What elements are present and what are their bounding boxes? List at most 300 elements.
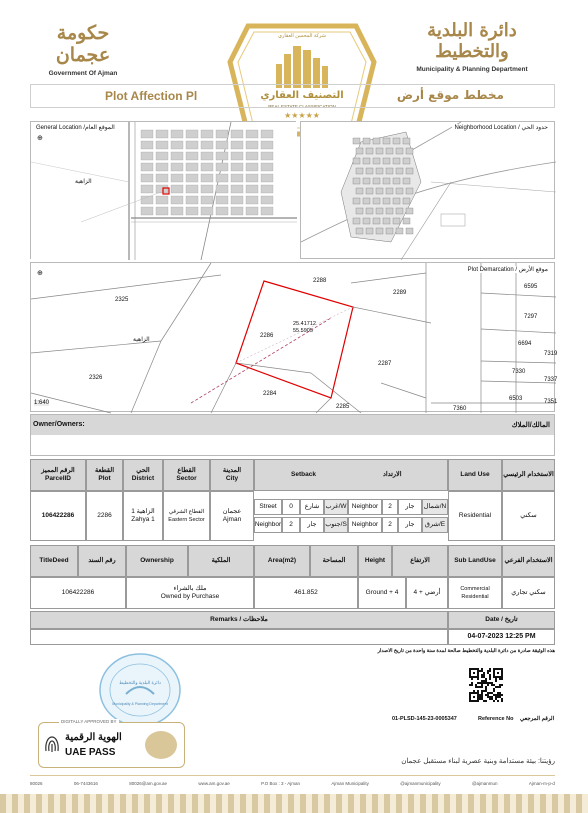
map-block	[201, 174, 213, 182]
remarks-value	[30, 629, 448, 645]
setback-cell: شرق/E	[422, 517, 448, 533]
qr-module	[477, 696, 479, 698]
value-sublanduse-en: Commercial Residential	[448, 577, 502, 609]
map-block	[171, 152, 183, 160]
qr-module	[493, 676, 495, 678]
map-block	[246, 130, 258, 138]
value-city-ar: عجمان	[222, 508, 242, 515]
vision-statement: رؤيتنا: بيئة مستدامة وبنية عصرية لبناء مستقبل عجمان	[401, 758, 555, 765]
header-sector	[163, 459, 210, 491]
map-block	[246, 207, 258, 215]
qr-module	[489, 682, 491, 684]
qr-module	[477, 694, 479, 696]
map-block	[261, 185, 273, 193]
qr-module	[499, 686, 501, 688]
map-block	[171, 163, 183, 171]
header-district-ar: الحي	[136, 467, 150, 474]
map-block	[186, 196, 198, 204]
header-landuse-ar: الاستخدام الرئيسي	[503, 471, 554, 478]
header-plot-ar: القطعة	[94, 467, 115, 474]
plot-demarcation-label: Plot Demarcation / موقع الأرض	[467, 267, 548, 273]
contact-website[interactable]: www.am.gov.ae	[198, 780, 230, 786]
neighborhood-location-label: Neighborhood Location / حدود الحي	[454, 125, 548, 131]
map-block	[376, 228, 383, 234]
qr-module	[469, 684, 471, 686]
map-block	[261, 152, 273, 160]
setback-cell: Street	[254, 499, 282, 515]
map-block	[246, 185, 258, 193]
qr-module	[477, 686, 479, 688]
map-block	[141, 163, 153, 171]
reference-label-en: Reference No	[478, 716, 514, 722]
map-block	[353, 158, 360, 164]
uae-pass-emblem-icon	[145, 731, 177, 759]
qr-module	[495, 696, 497, 698]
qr-module	[501, 672, 503, 674]
qr-module	[479, 682, 481, 684]
map-block	[246, 141, 258, 149]
qr-code[interactable]	[469, 668, 503, 702]
header-sublanduse-en: Sub LandUse	[448, 545, 502, 577]
qr-module	[481, 668, 483, 670]
value-city	[210, 491, 254, 541]
qr-module	[485, 682, 487, 684]
department-name-en: Municipality & Planning Department	[416, 66, 528, 73]
map-block	[201, 185, 213, 193]
qr-module	[493, 694, 495, 696]
qr-module	[497, 668, 499, 670]
map-block	[353, 198, 360, 204]
stamp-stars: ★★★★★	[284, 111, 320, 120]
map-block	[231, 141, 243, 149]
setback-grid	[254, 491, 448, 541]
qr-module	[493, 670, 495, 672]
qr-module	[493, 684, 495, 686]
qr-module	[497, 700, 499, 702]
map-block	[393, 178, 400, 184]
map-block	[261, 130, 273, 138]
qr-module	[485, 678, 487, 680]
qr-module	[487, 694, 489, 696]
map-block	[171, 185, 183, 193]
qr-module	[497, 676, 499, 678]
value-height-en: Ground + 4	[358, 577, 406, 609]
map-block	[376, 148, 383, 154]
plot-number: 2287	[378, 361, 392, 367]
map-block	[386, 228, 393, 234]
value-sector-en: Eastern Sector	[168, 517, 205, 523]
qr-module	[497, 692, 499, 694]
map-block	[393, 198, 400, 204]
qr-module	[493, 688, 495, 690]
header-parcel-en: ParcelID	[44, 475, 72, 482]
map-block	[156, 141, 168, 149]
plot-number: 2288	[313, 278, 327, 284]
qr-module	[493, 690, 495, 692]
setback-cell: Neighbor	[348, 517, 382, 533]
qr-module	[471, 700, 473, 702]
map-block	[141, 207, 153, 215]
qr-module	[469, 670, 471, 672]
map-block	[356, 168, 363, 174]
qr-module	[469, 696, 471, 698]
header-titledeed-en: TitleDeed	[30, 545, 78, 577]
map-block	[216, 185, 228, 193]
qr-module	[473, 672, 475, 674]
map-block	[156, 130, 168, 138]
uae-pass-badge	[38, 719, 185, 768]
map-block	[246, 152, 258, 160]
qr-module	[483, 676, 485, 678]
qr-module	[485, 686, 487, 688]
map-block	[353, 138, 360, 144]
qr-module	[499, 694, 501, 696]
map-block	[393, 138, 400, 144]
department-seal	[98, 652, 182, 728]
qr-module	[489, 692, 491, 694]
north-arrow-icon: ⊕	[37, 270, 43, 277]
map-block	[406, 188, 413, 194]
map-block	[376, 188, 383, 194]
qr-module	[475, 676, 477, 678]
government-logo	[38, 22, 128, 77]
map-block	[363, 138, 370, 144]
qr-module	[493, 672, 495, 674]
value-district	[123, 491, 163, 541]
area-label-zahya-2: الزاهية	[133, 337, 150, 343]
map-block	[201, 207, 213, 215]
setback-cell: جار	[398, 499, 422, 515]
map-block	[373, 218, 380, 224]
map-block	[171, 174, 183, 182]
title-bar	[30, 84, 555, 108]
qr-module	[489, 678, 491, 680]
map-block	[396, 168, 403, 174]
qr-module	[481, 676, 483, 678]
setback-cell: شارع	[300, 499, 324, 515]
header-landuse-en: Land Use	[460, 471, 490, 478]
map-block	[141, 141, 153, 149]
qr-module	[495, 694, 497, 696]
plot-demarcation-map	[30, 262, 558, 412]
qr-module	[499, 668, 501, 670]
qr-module	[493, 668, 495, 670]
contact-email[interactable]: 80026@am.gov.ae	[129, 780, 167, 786]
map-block	[366, 148, 373, 154]
qr-module	[479, 696, 481, 698]
map-block	[393, 218, 400, 224]
qr-module	[487, 696, 489, 698]
qr-module	[477, 698, 479, 700]
map-block	[231, 130, 243, 138]
map-block	[356, 148, 363, 154]
map-block	[186, 130, 198, 138]
qr-module	[483, 672, 485, 674]
seal-text-ar: دائرة البلدية والتخطيط	[119, 680, 161, 685]
map-block	[216, 174, 228, 182]
map-block	[141, 174, 153, 182]
qr-module	[477, 674, 479, 676]
map-block	[363, 198, 370, 204]
qr-module	[501, 694, 503, 696]
map-block	[186, 141, 198, 149]
qr-module	[485, 700, 487, 702]
contact-social-1[interactable]: Ajman Municipality	[331, 780, 369, 786]
map-block	[141, 152, 153, 160]
plot-number: 2284	[263, 391, 277, 397]
plot-number-subject: 2286	[260, 333, 274, 339]
qr-module	[481, 680, 483, 682]
qr-module	[479, 698, 481, 700]
qr-module	[501, 676, 503, 678]
plot-number: 6595	[524, 284, 538, 290]
qr-module	[487, 684, 489, 686]
map-block	[201, 141, 213, 149]
plot-number: 2325	[115, 297, 129, 303]
map-block	[231, 207, 243, 215]
qr-module	[471, 668, 473, 670]
qr-module	[475, 668, 477, 670]
map-block	[403, 138, 410, 144]
value-city-en: Ajman	[222, 516, 242, 523]
value-height-ar: أرضي + 4	[406, 577, 448, 609]
map-block	[363, 178, 370, 184]
map-block	[383, 158, 390, 164]
qr-module	[499, 696, 501, 698]
plot-number: 7351	[544, 399, 558, 405]
qr-module	[477, 678, 479, 680]
owner-label-bg	[31, 415, 554, 435]
map-block	[171, 196, 183, 204]
reference-number: 01-PLSD-145-23-0005347	[392, 716, 457, 722]
fingerprint-icon	[43, 733, 61, 755]
plot-number: 7330	[512, 369, 526, 375]
header-area-en: Area(m2)	[254, 545, 310, 577]
map-block	[396, 148, 403, 154]
map-block	[356, 208, 363, 214]
map-block	[156, 207, 168, 215]
qr-module	[473, 668, 475, 670]
map-block	[373, 138, 380, 144]
qr-module	[469, 692, 471, 694]
qr-module	[483, 690, 485, 692]
north-arrow-icon: ⊕	[37, 135, 43, 142]
seal-text-en: Municipality & Planning Department	[112, 702, 168, 706]
qr-module	[483, 700, 485, 702]
scale-label: 1:640	[34, 400, 50, 406]
map-block	[366, 228, 373, 234]
map-block	[201, 196, 213, 204]
value-sector-ar: القطاع الشرقي	[168, 509, 205, 515]
qr-module	[497, 696, 499, 698]
date-label: Date / تاريخ	[448, 611, 555, 629]
plot-number: 2285	[336, 404, 350, 410]
qr-module	[481, 694, 483, 696]
map-block	[246, 174, 258, 182]
owner-row	[30, 414, 555, 456]
value-land-use-en: Residential	[448, 491, 502, 541]
qr-module	[477, 668, 479, 670]
plot-map-graphic	[31, 263, 556, 413]
qr-module	[501, 668, 503, 670]
header-parcel-ar: الرقم المميز	[41, 467, 75, 474]
qr-module	[495, 680, 497, 682]
map-block	[373, 198, 380, 204]
reference-number-row	[392, 716, 555, 726]
header-ownership-en: Ownership	[126, 545, 188, 577]
qr-module	[481, 698, 483, 700]
header-height-ar: الارتفاع	[392, 545, 448, 577]
map-block	[171, 141, 183, 149]
header-city	[210, 459, 254, 491]
qr-module	[469, 694, 471, 696]
title-ar: مخطط موقع أرض	[396, 88, 504, 102]
qr-module	[491, 684, 493, 686]
contact-social-4[interactable]: Ajman-m-p-d	[528, 780, 555, 786]
map-block	[216, 152, 228, 160]
map-block	[231, 152, 243, 160]
map-block	[246, 163, 258, 171]
map-block	[246, 196, 258, 204]
header-city-en: City	[225, 475, 239, 482]
map-block	[201, 152, 213, 160]
setback-cell: جار	[300, 517, 324, 533]
header-land-use-ar	[502, 459, 555, 491]
header-city-ar: المدينة	[222, 467, 242, 474]
qr-module	[477, 682, 479, 684]
map-block	[383, 218, 390, 224]
qr-module	[489, 696, 491, 698]
map-block	[186, 207, 198, 215]
setback-cell: شمال/N	[422, 499, 448, 515]
government-name-ar: حكومة عجمان	[55, 22, 111, 66]
qr-module	[475, 692, 477, 694]
map-block	[141, 130, 153, 138]
header-setback-ar: الارتداد	[383, 471, 402, 478]
map-block	[216, 141, 228, 149]
map-block	[366, 208, 373, 214]
value-ownership	[126, 577, 254, 609]
qr-module	[501, 698, 503, 700]
qr-module	[473, 696, 475, 698]
map-block	[406, 228, 413, 234]
qr-module	[493, 700, 495, 702]
map-block	[201, 163, 213, 171]
qr-module	[489, 668, 491, 670]
validity-note: هذه الوثيقة صادرة من دائرة البلدية والتخطيط صالحة لمدة سنة واحدة من تاريخ الاصدار	[377, 648, 555, 654]
value-district-en: Zahya 1	[131, 516, 155, 523]
setback-cell: غرب/W	[324, 499, 348, 515]
header-parcel-id	[30, 459, 86, 491]
qr-module	[495, 676, 497, 678]
map-block	[386, 208, 393, 214]
date-value: 04-07-2023 12:25 PM	[448, 629, 555, 645]
qr-module	[501, 674, 503, 676]
plot-number: 2326	[89, 375, 103, 381]
qr-module	[481, 674, 483, 676]
qr-module	[489, 698, 491, 700]
contact-social-3[interactable]: @ajmanmun	[471, 780, 498, 786]
map-block	[156, 174, 168, 182]
value-sublanduse-ar: سكني تجاري	[502, 577, 555, 609]
map-block	[186, 152, 198, 160]
qr-module	[501, 678, 503, 680]
qr-module	[501, 684, 503, 686]
map-block	[261, 196, 273, 204]
qr-module	[469, 700, 471, 702]
owner-label-ar: المالك/الملاك	[511, 422, 550, 429]
map-block	[261, 174, 273, 182]
contact-fax[interactable]: 06-7443616	[73, 780, 98, 786]
remarks-section	[30, 611, 555, 645]
map-block	[353, 218, 360, 224]
area-label-zahya: الزاهية	[75, 179, 92, 185]
map-block	[141, 185, 153, 193]
map-block	[386, 168, 393, 174]
contact-phone[interactable]: 80026	[30, 780, 43, 786]
qr-module	[469, 698, 471, 700]
qr-module	[477, 672, 479, 674]
qr-module	[495, 686, 497, 688]
map-block	[386, 188, 393, 194]
qr-module	[481, 692, 483, 694]
reference-label-ar: الرقم المرجعي	[520, 716, 555, 722]
qr-module	[473, 676, 475, 678]
contacts-bar	[30, 775, 555, 790]
map-block	[373, 178, 380, 184]
qr-module	[477, 692, 479, 694]
qr-module	[485, 690, 487, 692]
qr-module	[477, 700, 479, 702]
plot-number: 7297	[524, 314, 538, 320]
qr-module	[487, 682, 489, 684]
qr-module	[471, 692, 473, 694]
qr-module	[483, 674, 485, 676]
qr-module	[469, 668, 471, 670]
map-block	[376, 168, 383, 174]
contact-social-2[interactable]: @ajmanmunicipality	[400, 780, 441, 786]
header-height-en: Height	[358, 545, 392, 577]
qr-module	[487, 672, 489, 674]
qr-module	[485, 688, 487, 690]
qr-module	[481, 686, 483, 688]
map-block	[396, 188, 403, 194]
uae-pass-en: UAE PASS	[65, 747, 116, 758]
plot-number: 6694	[518, 341, 532, 347]
header-plot-en: Plot	[98, 475, 111, 482]
department-name-ar: دائرة البلدية والتخطيط	[427, 20, 517, 62]
map-block	[156, 185, 168, 193]
map-block	[261, 141, 273, 149]
value-district-ar: الزاهية 1	[131, 508, 155, 515]
header-land-use	[448, 459, 502, 491]
qr-module	[479, 694, 481, 696]
remarks-label: Remarks / ملاحظات	[30, 611, 448, 629]
map-block	[353, 178, 360, 184]
map-block	[376, 208, 383, 214]
value-plot: 2286	[86, 491, 123, 541]
map-block	[403, 198, 410, 204]
uae-pass-ar: الهوية الرقمية	[65, 732, 122, 743]
header-district-en: District	[131, 475, 155, 482]
map-block	[186, 163, 198, 171]
qr-code-icon	[469, 668, 503, 702]
setback-cell: 2	[382, 499, 398, 515]
qr-module	[481, 690, 483, 692]
map-block	[403, 158, 410, 164]
plot-number: 2289	[393, 290, 407, 296]
map-block	[366, 188, 373, 194]
